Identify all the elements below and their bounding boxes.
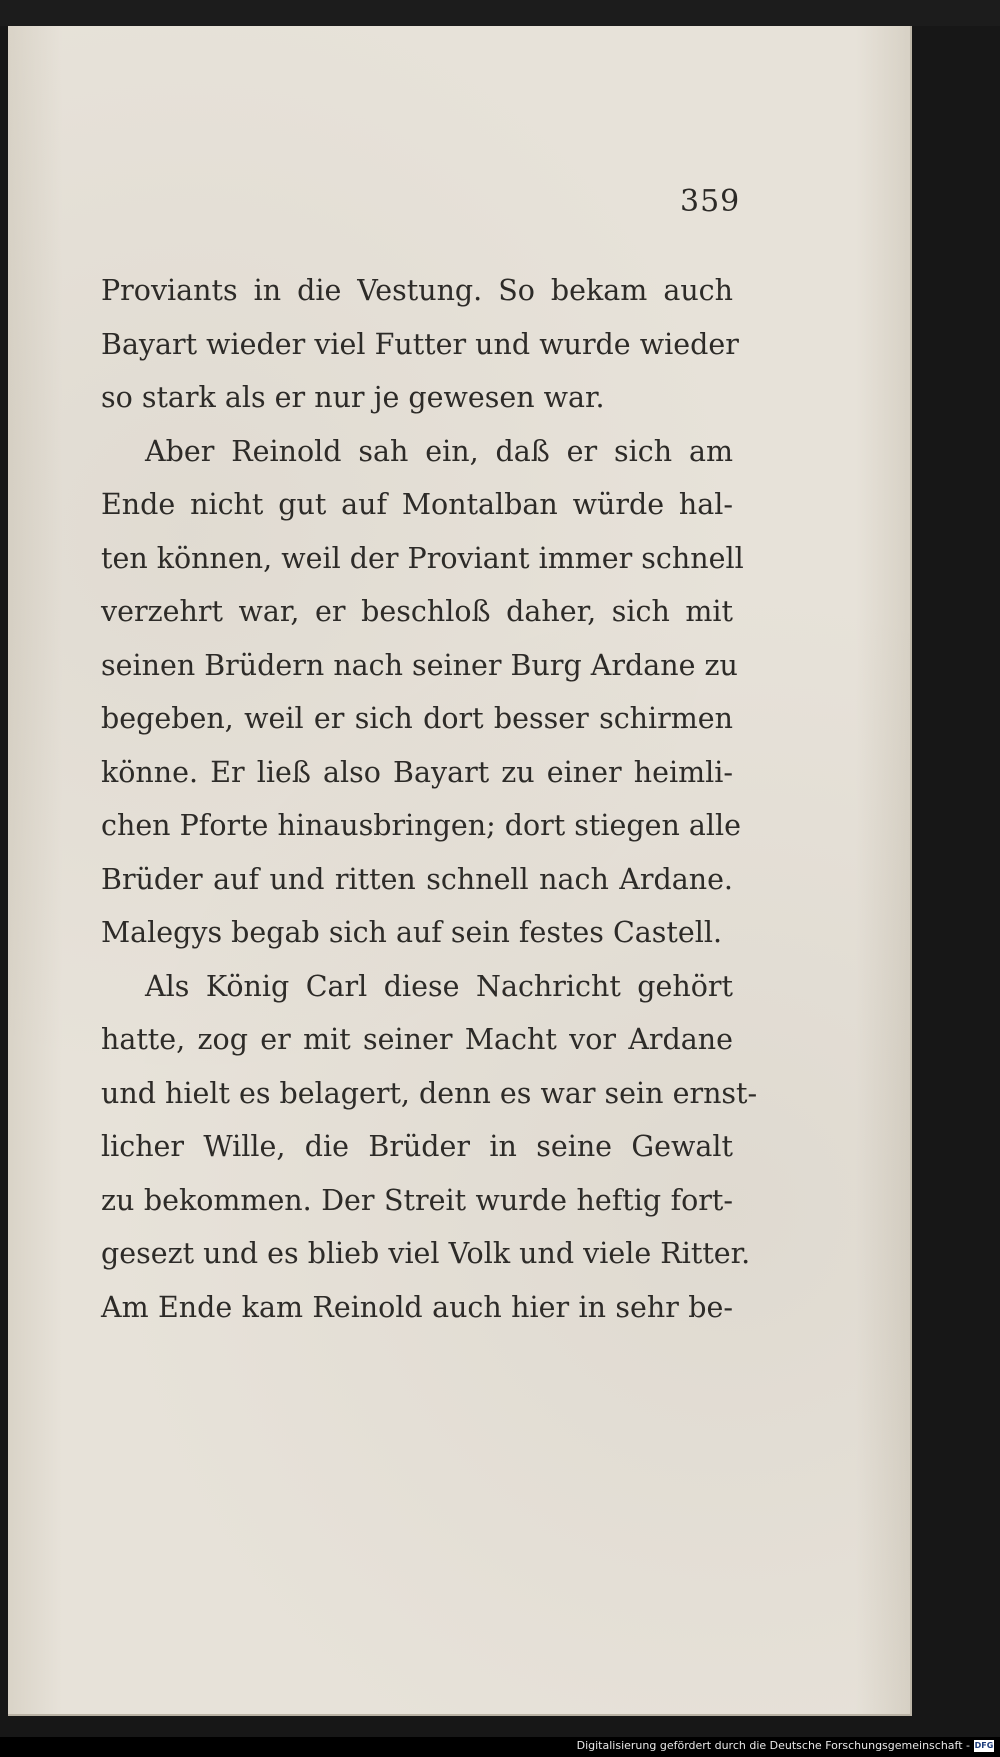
text-line: licher Wille, die Brüder in seine Gewalt: [101, 1130, 733, 1163]
text-line: Am Ende kam Reinold auch hier in sehr be-: [101, 1290, 733, 1324]
footer-credit: Digitalisierung gefördert durch die Deutsche Forschungsgemeinschaft -: [576, 1739, 970, 1752]
text-line: so stark als er nur je gewesen war.: [101, 381, 605, 414]
text-line: Ende nicht gut auf Montalban würde hal-: [101, 488, 733, 521]
text-line: zu bekommen. Der Streit wurde heftig fort-: [101, 1183, 733, 1217]
text-line: Aber Reinold sah ein, daß er sich am: [145, 434, 733, 468]
body-text: [101, 264, 758, 1334]
text-line: begeben, weil er sich dort besser schirmen: [101, 702, 733, 735]
page-number: 359: [680, 184, 741, 219]
scan-background-top: [0, 0, 1000, 26]
text-line: ten können, weil der Proviant immer schnell: [101, 541, 744, 575]
text-line: seinen Brüdern nach seiner Burg Ardane zu: [101, 648, 738, 682]
text-line: hatte, zog er mit seiner Macht vor Ardane: [101, 1023, 733, 1056]
text-line: Malegys begab sich auf sein festes Castell.: [101, 916, 723, 949]
book-page: [8, 26, 912, 1716]
text-line: chen Pforte hinausbringen; dort stiegen alle: [101, 809, 741, 842]
text-line: und hielt es belagert, denn es war sein ernst-: [101, 1076, 758, 1110]
text-line: könne. Er ließ also Bayart zu einer heimli-: [101, 755, 733, 789]
text-line: Proviants in die Vestung. So bekam auch: [101, 274, 733, 307]
text-line: Bayart wieder viel Futter und wurde wieder: [101, 327, 739, 361]
text-line: verzehrt war, er beschloß daher, sich mit: [101, 595, 733, 628]
text-line: Brüder auf und ritten schnell nach Ardane.: [101, 862, 733, 896]
text-line: gesezt und es blieb viel Volk und viele Ritter.: [101, 1237, 751, 1270]
text-line: Als König Carl diese Nachricht gehört: [145, 969, 733, 1003]
dfg-logo: DFG: [974, 1741, 994, 1750]
